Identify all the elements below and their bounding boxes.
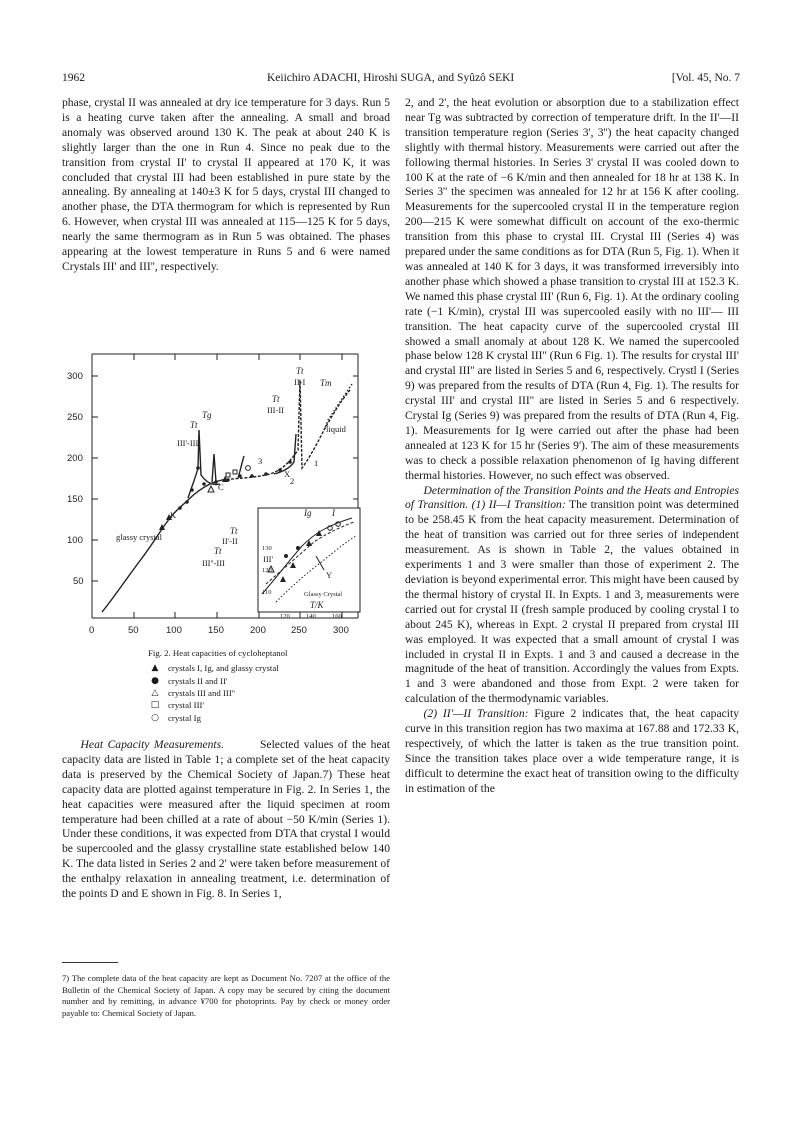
y-tick-label: 300 bbox=[67, 371, 83, 382]
left-column-top bbox=[62, 96, 390, 275]
legend-item bbox=[148, 662, 378, 674]
legend-symbol: ○ bbox=[151, 712, 159, 723]
inset-y-tick: 110 bbox=[262, 589, 272, 596]
label-iii-ii: III-II bbox=[267, 405, 284, 415]
inset-label-y: Y bbox=[326, 570, 333, 580]
label-c: C bbox=[218, 482, 224, 492]
label-tt-iii-ii: Tt bbox=[272, 394, 280, 404]
legend-symbol: □ bbox=[150, 700, 160, 711]
label-liquid: liquid bbox=[326, 424, 346, 434]
paragraph-text: Selected values of the heat capacity data are listed in Table 1; a complete set of the heat capacity data is preserved by the Chemical Society of Japan.7) These heat capacity data are plotted against temperature in Fig. 2. In Series 1, the heat capacities were measured after the liquid specimen at room temperature had been chilled at a rate of about −50 K/min (Series 1). Under these conditions, it was expected from DTA that crystal I would be supercooled and the glassy crystalline state established below 140 K. The data listed in Series 2 and 2' were taken before measurement of the enthalpy relaxation in annealing treatment, i.e. determination of the points D and E shown in Fig. 8. In Series 1, bbox=[62, 738, 390, 901]
x-tick-label: 50 bbox=[128, 625, 139, 636]
label-run-3: 3 bbox=[258, 456, 263, 466]
paragraph bbox=[405, 484, 739, 708]
label-tm: Tm bbox=[320, 378, 332, 388]
x-tick-label: 250 bbox=[291, 625, 307, 636]
legend-label: crystal Ig bbox=[168, 712, 201, 723]
legend-item bbox=[148, 712, 378, 724]
legend-item bbox=[148, 674, 378, 686]
legend-symbol: ● bbox=[151, 675, 159, 686]
x-tick-label: 300 bbox=[333, 625, 349, 636]
label-run-2: 2 bbox=[290, 476, 295, 486]
legend-label: crystals II and II' bbox=[168, 675, 228, 686]
legend-label: crystal III' bbox=[168, 700, 205, 711]
y-tick-label: 150 bbox=[67, 494, 83, 505]
legend-symbol: △ bbox=[151, 687, 159, 698]
label-ii-i: II-I bbox=[294, 377, 306, 387]
legend-item bbox=[148, 687, 378, 699]
inset-y-tick: 120 bbox=[262, 567, 272, 574]
label-tg: Tg bbox=[202, 410, 212, 420]
y-tick-label: 50 bbox=[73, 576, 84, 587]
inset-label-glassy: Glassy Crystal bbox=[304, 591, 343, 598]
inset-x-tick: 120 bbox=[280, 613, 290, 620]
paragraph-text: Figure 2 indicates that, the heat capacity curve in this transition region has two maxima at 167.88 and 172.33 K, respectively, of which the latter is taken as the true transition point. Since the transition takes place over a wide temperature range, it is difficult to determine the exact heat of transition owing to the difficulty in estimation of the bbox=[405, 707, 740, 795]
x-tick-label: 150 bbox=[208, 625, 224, 636]
right-column bbox=[405, 96, 739, 797]
inset-x-label: T/K bbox=[310, 600, 324, 610]
label-tt-iii-iii: Tt bbox=[214, 546, 222, 556]
inset-label-i: I bbox=[332, 508, 335, 518]
label-glassy-crystal: glassy crystal bbox=[116, 532, 163, 542]
legend-item bbox=[148, 699, 378, 711]
figure-heat-capacity bbox=[62, 350, 372, 650]
label-iii-iii: III'-III bbox=[177, 438, 199, 448]
page-header bbox=[62, 72, 740, 88]
legend-label: crystals III and III'' bbox=[168, 687, 235, 698]
inset-plot bbox=[258, 508, 360, 620]
inset-x-tick: 140 bbox=[306, 613, 316, 620]
section-heading: Heat Capacity Measurements. bbox=[80, 738, 225, 751]
label-k: K bbox=[170, 510, 177, 520]
y-tick-label: 250 bbox=[67, 412, 83, 423]
legend-symbol: ▲ bbox=[151, 663, 159, 674]
paragraph: phase, crystal II was annealed at dry ice temperature for 3 days. Run 5 is a heating curve taken after the annealing. A small and broad anomaly was observed around 130 K. The peak at about 240 K is slightly larger than the one in Run 4. Since no peak due to the transition from crystal II' to crystal II appeared at 170 K, it was concluded that crystal III had been established in pure state by the annealing. By annealing at 140±3 K for 5 days, crystal III changed to another phase, the DTA thermogram for which is represented by Run 6. However, when crystal III was annealed at 115—125 K for 5 days, nearly the same thermogram as in Run 5 was obtained. The phases appearing at the lowest temperature in Runs 5 and 6 were named Crystals III' and III'', respectively. bbox=[62, 96, 390, 273]
paragraph-text: The transition point was determined to be 258.45 K from the heat capacity measurement. Determination of the heat of transition was carried out for three series of independent measurement. As is shown in Table 2, the values obtained in experiments 1 and 3 were smaller than those of experiment 2. The deviation is beyond experimental error. This might have been caused by the thermal history of crystal II. In Expts. 1 and 3, measurements were carried out for crystal II (fresh sample produced by cooling crystal I to about 245 K), whereas in Expt. 2 crystal II prepared from crystal III was employed. It was expected that a small amount of crystal I was included in crystal II in Expts. 1 and 3 and caused a decrease in the magnitude of the heat of transition. Accordingly the values from Expts. 1 and 3 were abandoned and those from Expt. 2 were taken for calculation of the thermodynamic variables. bbox=[405, 498, 739, 706]
page-number: 1962 bbox=[62, 72, 85, 84]
paragraph: 2, and 2', the heat evolution or absorption due to a stabilization effect near Tg was subtracted by correction of temperature drift. In the II'—II transition temperature region (Series 3', 3'') the heat capacity changed slightly with thermal history. Measurements were carried out after the following thermal histories. In Series 3' crystal II was cooled down to 100 K at the rate of −6 K/min and then annealed for 18 hr at 138 K. In Series 3'' the specimen was annealed for 12 hr at 156 K after cooling. Measurements for the supercooled crystal II in the temperature region 200—215 K were somewhat difficult on account of the exo-thermic transition from this phase to crystal III. Crystal III (Series 4) was prepared under the same conditions as for DTA (Run 5, Fig. 1). When it was annealed at 140 K for 3 days, it was transformed irreversibly into another phase which showed a phase transition to crystal III at 152.3 K. We named this phase crystal III' (Run 6, Fig. 1). At the ordinary cooling rate (−1 K/min), crystal III was supercooled easily with no III'— III transition. The heat capacity curve of the supercooled crystal III showed a small anomaly at about 128 K. We named the supercooled phase below 128 K crystal III'' (Run 6 Fig. 1). The results for crystal III' and crystal III'' are listed in Series 5 and 6, respectively. Crystl I (Series 9) was prepared from the results of DTA (Run 4, Fig. 1). The results for crystal III' and crystal III'' are listed in Series 5 and 6 respectively. Crystal Ig (Series 9) was prepared from the results of DTA (Run 4, Fig. 1). Measurements for Ig were carried out after the phase had been annealed at 123 K for 15 hr (Series 9'). The aim of these measurements was to check a possible relaxation phenomenon of Ig having different thermal histories. However, no such effect was observed. bbox=[405, 96, 739, 482]
paragraph bbox=[405, 707, 739, 796]
figure-caption bbox=[148, 647, 378, 724]
footnote: 7) The complete data of the heat capacity are kept as Document No. 7207 at the office of the Bulletin of the Chemical Society of Japan. A copy may be secured by citing the document number and by remitting, in advance ¥700 for photoprints. Pay by check or money order payable to: Chemical Society of Japan. bbox=[62, 973, 390, 1018]
caption-title: Fig. 2. Heat capacities of cycloheptanol bbox=[148, 648, 288, 658]
label-iii-iii-2: III''-III bbox=[202, 558, 225, 568]
footnote-rule bbox=[62, 962, 118, 963]
y-tick-label: 200 bbox=[67, 453, 83, 464]
label-x: X bbox=[284, 469, 291, 479]
label-ii-ii: II'-II bbox=[222, 536, 238, 546]
section-heading: (2) II'—II Transition: bbox=[423, 707, 529, 721]
label-tt-ii-i: Tt bbox=[296, 366, 304, 376]
paragraph bbox=[62, 738, 390, 902]
legend-label: crystals I, Ig, and glassy crystal bbox=[168, 663, 279, 674]
label-tt-iii: Tt bbox=[190, 420, 198, 430]
x-tick-label: 200 bbox=[250, 625, 266, 636]
running-authors: Keiichiro ADACHI, Hiroshi SUGA, and Syûzô SEKI bbox=[267, 72, 515, 84]
label-tt-ii-ii: Tt bbox=[230, 526, 238, 536]
left-column-bottom bbox=[62, 738, 390, 902]
inset-label-iii: III' bbox=[263, 554, 274, 564]
x-tick-label: 100 bbox=[166, 625, 182, 636]
y-tick-label: 100 bbox=[67, 535, 83, 546]
inset-label-ig: Ig bbox=[304, 508, 312, 518]
section-heading: Determination of the Transition Points and the Heats and Entropies of Transition. (1) II—I Transition: bbox=[405, 483, 739, 512]
inset-x-tick: 160 bbox=[332, 613, 342, 620]
volume-info: [Vol. 45, No. 7 bbox=[671, 72, 740, 84]
x-tick-label: 0 bbox=[89, 625, 95, 636]
figure-plot bbox=[62, 350, 372, 650]
inset-y-tick: 130 bbox=[262, 545, 272, 552]
label-run-1: 1 bbox=[314, 458, 319, 468]
